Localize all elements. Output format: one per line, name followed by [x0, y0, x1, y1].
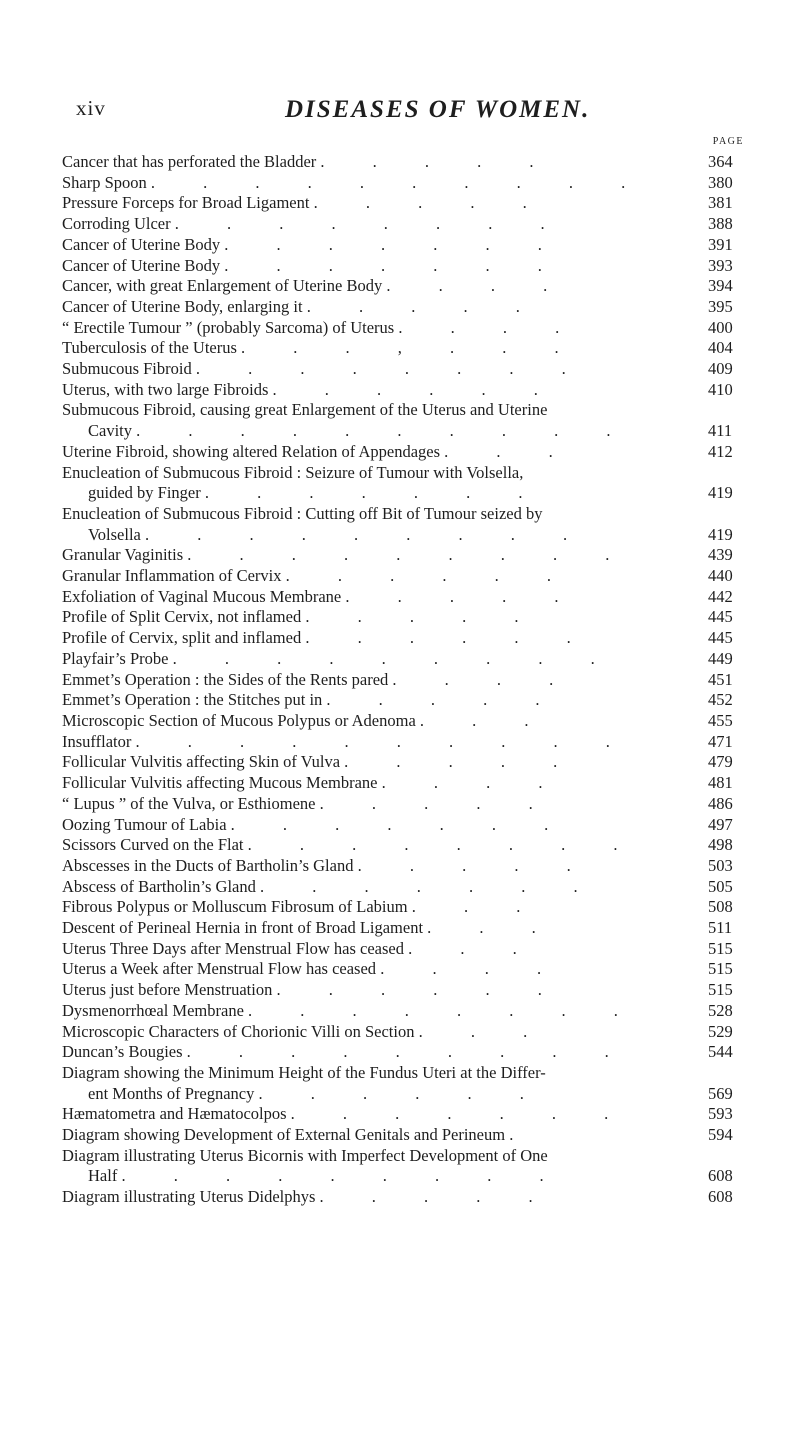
entry-page-number: 515	[708, 959, 733, 979]
entry-page-number: 515	[708, 980, 733, 1000]
list-item	[62, 587, 746, 608]
entry-page-number: 479	[708, 752, 733, 772]
entry-label	[62, 338, 746, 359]
dot-leader: . . . . . . . . . .	[136, 421, 633, 441]
entry-page-number: 505	[708, 876, 733, 896]
list-item	[62, 380, 746, 401]
dot-leader: . . .	[411, 897, 543, 917]
entry-label	[62, 732, 746, 753]
list-item	[62, 1001, 746, 1022]
dot-leader: . . .	[419, 710, 551, 730]
entry-page-number: 608	[708, 1187, 733, 1207]
entry-page-number: 529	[708, 1021, 733, 1041]
entry-page-number: 569	[708, 1083, 733, 1103]
dot-leader: . . . . . . .	[230, 814, 571, 834]
entry-page-number: 439	[708, 545, 733, 565]
entry-title: Insufflator	[62, 731, 132, 751]
dot-leader: . . . . . . . . .	[187, 545, 632, 565]
entry-title: Microscopic Section of Mucous Polypus or Adenoma	[62, 710, 416, 730]
dot-leader: . . . . . . . .	[174, 214, 567, 234]
entry-label	[62, 939, 746, 960]
entry-title: Profile of Cervix, split and inflamed	[62, 628, 302, 648]
entry-title: Diagram illustrating Uterus Didelphys	[62, 1187, 316, 1207]
dot-leader: . . . . . .	[272, 379, 560, 399]
entry-label	[62, 297, 746, 318]
list-item	[62, 338, 746, 359]
entry-page-number: 380	[708, 172, 733, 192]
dot-leader: . . . . .	[319, 793, 555, 813]
list-item	[62, 359, 746, 380]
entry-label	[62, 152, 746, 173]
entry-label	[62, 690, 746, 711]
entry-page-number: 409	[708, 359, 733, 379]
list-item	[62, 959, 746, 980]
entry-page-number: 404	[708, 338, 733, 358]
entry-title: Playfair’s Probe	[62, 648, 169, 668]
entry-label	[62, 359, 746, 380]
dot-leader: . . . . . . . .	[195, 359, 588, 379]
entry-page-number: 381	[708, 193, 733, 213]
entry-label	[62, 856, 746, 877]
list-item	[62, 607, 746, 628]
dot-leader: . . . .	[392, 669, 576, 689]
dot-leader: . . . . .	[306, 296, 542, 316]
list-item	[62, 235, 746, 256]
list-item	[62, 939, 746, 960]
list-item	[62, 649, 746, 670]
entry-label	[62, 980, 746, 1001]
entry-label	[62, 773, 746, 794]
entry-title: Granular Vaginitis	[62, 545, 184, 565]
dot-leader: . . . , . . .	[241, 338, 581, 358]
entry-page-number: 593	[708, 1104, 733, 1124]
dot-leader: . . .	[418, 1021, 550, 1041]
entry-title: Exfoliation of Vaginal Mucous Membrane	[62, 586, 342, 606]
entry-title: Profile of Split Cervix, not inflamed	[62, 607, 302, 627]
entry-page-number: 449	[708, 648, 733, 668]
entry-title: Cancer of Uterine Body, enlarging it	[62, 296, 303, 316]
dot-leader: . . . . .	[319, 1187, 555, 1207]
list-item	[62, 628, 746, 649]
list-item	[62, 711, 746, 732]
entry-title: Dysmenorrhœal Membrane	[62, 1000, 244, 1020]
entry-page-number: 508	[708, 897, 733, 917]
entry-title: Pressure Forceps for Broad Ligament	[62, 193, 310, 213]
dot-leader: . . . . .	[305, 607, 541, 627]
entry-title: Cancer that has perforated the Bladder	[62, 152, 317, 171]
entry-label	[62, 1146, 746, 1187]
entry-page-number: 391	[708, 234, 733, 254]
entry-label	[62, 835, 746, 856]
dot-leader: . . . . . . . .	[247, 835, 640, 855]
entry-label	[62, 1042, 746, 1063]
entry-label	[62, 1125, 746, 1146]
entry-label	[62, 173, 746, 194]
entry-label	[62, 587, 746, 608]
list-item	[62, 173, 746, 194]
entry-title-continued: Volsella	[88, 524, 141, 544]
list-item	[62, 318, 746, 339]
dot-leader: . . . . .	[357, 855, 593, 875]
dot-leader: . . . .	[398, 317, 582, 337]
entry-label	[62, 607, 746, 628]
list-item	[62, 463, 746, 504]
entry-label	[62, 276, 746, 297]
entry-title: Cancer, with great Enlargement of Uterine Body	[62, 276, 383, 296]
entry-title: Emmet’s Operation : the Stitches put in	[62, 690, 323, 710]
entry-label	[62, 442, 746, 463]
dot-leader: . . . . .	[345, 586, 581, 606]
entry-label	[62, 1063, 746, 1104]
entry-title-continued: guided by Finger	[88, 483, 201, 503]
entry-title: Oozing Tumour of Labia	[62, 814, 227, 834]
entry-page-number: 486	[708, 793, 733, 813]
entry-label	[62, 214, 746, 235]
entry-label	[62, 815, 746, 836]
list-item	[62, 1104, 746, 1125]
dot-leader: . . . . . . .	[259, 876, 600, 896]
entry-title: “ Lupus ” of the Vulva, or Esthiomene	[62, 793, 316, 813]
entry-label	[62, 1104, 746, 1125]
entry-label	[62, 380, 746, 401]
list-item	[62, 1063, 746, 1104]
entry-label	[62, 794, 746, 815]
entry-label	[62, 1001, 746, 1022]
entry-page-number: 511	[708, 918, 733, 938]
entry-title: Granular Inflammation of Cervix	[62, 566, 282, 586]
entry-page-number: 442	[708, 586, 733, 606]
list-item	[62, 752, 746, 773]
entry-label	[62, 400, 746, 441]
entry-title-continued: ent Months of Pregnancy	[88, 1083, 255, 1103]
entry-page-number: 497	[708, 814, 733, 834]
entry-page-number: 440	[708, 566, 733, 586]
list-item	[62, 877, 746, 898]
dot-leader: . . . . . .	[285, 566, 573, 586]
entry-page-number: 412	[708, 441, 733, 461]
dot-leader: . . . .	[380, 959, 564, 979]
list-item	[62, 794, 746, 815]
entry-title: Enucleation of Submucous Fibroid : Seizure of Tumour with Volsella,	[62, 462, 524, 482]
entry-label	[62, 711, 746, 732]
entry-page-number: 528	[708, 1000, 733, 1020]
entry-page-number: 410	[708, 379, 733, 399]
entry-title: Tuberculosis of the Uterus	[62, 338, 237, 358]
entry-title: Uterus a Week after Menstrual Flow has ceased	[62, 959, 377, 979]
entry-label	[62, 1022, 746, 1043]
list-item	[62, 980, 746, 1001]
entry-title: Emmet’s Operation : the Sides of the Rents pared	[62, 669, 389, 689]
entry-page-number: 394	[708, 276, 733, 296]
dot-leader: . . . . .	[313, 193, 549, 213]
entry-title: Uterus, with two large Fibroids	[62, 379, 269, 399]
entry-label	[62, 566, 746, 587]
dot-leader: . . . . . . . . . .	[135, 731, 632, 751]
list-item	[62, 1022, 746, 1043]
entry-title: Hæmatometra and Hæmatocolpos	[62, 1104, 287, 1124]
page-folio: xiv	[76, 96, 106, 120]
dot-leader: . . . . . . . . .	[121, 1166, 566, 1186]
list-item	[62, 773, 746, 794]
entry-label	[62, 463, 746, 504]
entry-title: Corroding Ulcer	[62, 214, 171, 234]
entry-page-number: 388	[708, 214, 733, 234]
dot-leader: . . . . .	[326, 690, 562, 710]
list-item	[62, 400, 746, 441]
entry-label	[62, 235, 746, 256]
entry-page-number: 419	[708, 524, 733, 544]
entry-title: Diagram showing Development of External Genitals and Perineum	[62, 1125, 506, 1145]
entry-title: Duncan’s Bougies	[62, 1042, 183, 1062]
entry-page-number: 400	[708, 317, 733, 337]
entry-page-number: 411	[708, 421, 733, 441]
entry-title: Sharp Spoon	[62, 172, 147, 192]
dot-leader: . . . . . . . . . .	[150, 172, 648, 192]
list-item	[62, 1187, 746, 1208]
dot-leader: . . . . . . .	[224, 234, 564, 254]
entry-page-number: 594	[708, 1125, 733, 1145]
entry-title: Cancer of Uterine Body	[62, 234, 221, 254]
entry-page-number: 471	[708, 731, 733, 751]
entry-title: “ Erectile Tumour ” (probably Sarcoma) of Uterus	[62, 317, 395, 337]
entry-title: Fibrous Polypus or Molluscum Fibrosum of Labium	[62, 897, 408, 917]
list-item	[62, 152, 746, 173]
entry-title: Abscesses in the Ducts of Bartholin’s Gland	[62, 855, 354, 875]
entry-title: Follicular Vulvitis affecting Skin of Vulva	[62, 752, 341, 772]
list-item	[62, 835, 746, 856]
dot-leader: . . . . . .	[305, 628, 593, 648]
list-item	[62, 815, 746, 836]
entry-page-number: 395	[708, 296, 733, 316]
entry-title: Uterus Three Days after Menstrual Flow has ceased	[62, 938, 404, 958]
dot-leader: . . . . . . . .	[248, 1000, 640, 1020]
dot-leader: . . . . . . .	[290, 1104, 631, 1124]
list-item	[62, 897, 746, 918]
entry-page-number: 455	[708, 710, 733, 730]
dot-leader: . . .	[408, 938, 539, 958]
list-item	[62, 1146, 746, 1187]
entry-label	[62, 918, 746, 939]
list-item	[62, 442, 746, 463]
entry-title: Descent of Perineal Hernia in front of Broad Ligament	[62, 918, 424, 938]
entry-title: Submucous Fibroid	[62, 359, 192, 379]
entry-page-number: 498	[708, 835, 733, 855]
entry-label	[62, 649, 746, 670]
entry-title: Diagram showing the Minimum Height of the Fundus Uteri at the Differ-	[62, 1062, 546, 1082]
entry-title: Microscopic Characters of Chorionic Villi on Section	[62, 1021, 415, 1041]
entry-page-number: 451	[708, 669, 733, 689]
entry-title: Cancer of Uterine Body	[62, 255, 221, 275]
entry-page-number: 445	[708, 628, 733, 648]
list-item	[62, 856, 746, 877]
list-item	[62, 545, 746, 566]
list-item	[62, 193, 746, 214]
entry-title: Uterine Fibroid, showing altered Relation of Appendages	[62, 441, 441, 461]
list-item	[62, 1125, 746, 1146]
entry-label	[62, 545, 746, 566]
entry-page-number: 608	[708, 1166, 733, 1186]
dot-leader: . . . . . .	[276, 980, 564, 1000]
entry-label	[62, 318, 746, 339]
entry-page-number: 393	[708, 255, 733, 275]
entry-label	[62, 256, 746, 277]
entry-label	[62, 504, 746, 545]
page-column-heading: PAGE	[712, 136, 744, 147]
list-item	[62, 1042, 746, 1063]
entry-title: Uterus just before Menstruation	[62, 980, 273, 1000]
list-item	[62, 214, 746, 235]
entry-title: Abscess of Bartholin’s Gland	[62, 876, 256, 896]
running-head	[0, 96, 800, 126]
dot-leader: .	[509, 1125, 536, 1145]
entry-page-number: 445	[708, 607, 733, 627]
entry-page-number: 515	[708, 938, 733, 958]
entry-label	[62, 193, 746, 214]
entry-label	[62, 628, 746, 649]
entry-page-number: 364	[708, 152, 733, 171]
dot-leader: . . . . . . . . .	[145, 524, 590, 544]
entry-label	[62, 670, 746, 691]
entry-title: Submucous Fibroid, causing great Enlargement of the Uterus and Uterine	[62, 400, 548, 420]
list-item	[62, 297, 746, 318]
entry-title: Diagram illustrating Uterus Bicornis with Imperfect Development of One	[62, 1145, 548, 1165]
entry-page-number: 544	[708, 1042, 733, 1062]
dot-leader: . . . . .	[320, 152, 556, 171]
list-item	[62, 276, 746, 297]
illustration-list	[62, 152, 746, 1208]
dot-leader: . . . . . . . . .	[186, 1042, 631, 1062]
list-item	[62, 690, 746, 711]
entry-page-number: 452	[708, 690, 733, 710]
entry-label	[62, 1187, 746, 1208]
dot-leader: . . . . . . .	[204, 483, 545, 503]
list-item	[62, 918, 746, 939]
dot-leader: . . .	[427, 918, 558, 938]
dot-leader: . . . . .	[344, 752, 580, 772]
list-item	[62, 504, 746, 545]
entry-label	[62, 959, 746, 980]
dot-leader: . . . . . . . . .	[172, 648, 617, 668]
list-item	[62, 732, 746, 753]
list-item	[62, 566, 746, 587]
dot-leader: . . . .	[386, 276, 570, 296]
dot-leader: . . . . . .	[258, 1083, 546, 1103]
list-item	[62, 256, 746, 277]
dot-leader: . . . . . . .	[224, 255, 564, 275]
entry-page-number: 419	[708, 483, 733, 503]
entry-page-number: 481	[708, 773, 733, 793]
entry-title: Follicular Vulvitis affecting Mucous Membrane	[62, 773, 378, 793]
entry-title-continued: Cavity	[88, 421, 132, 441]
dot-leader: . . .	[444, 441, 575, 461]
running-title: DISEASES OF WOMEN.	[285, 96, 591, 123]
list-item	[62, 670, 746, 691]
entry-label	[62, 752, 746, 773]
entry-title: Enucleation of Submucous Fibroid : Cutting off Bit of Tumour seized by	[62, 503, 543, 523]
entry-page-number: 503	[708, 855, 733, 875]
entry-label	[62, 877, 746, 898]
dot-leader: . . . .	[381, 773, 565, 793]
entry-title: Scissors Curved on the Flat	[62, 835, 244, 855]
entry-label	[62, 897, 746, 918]
entry-title-continued: Half	[88, 1166, 118, 1186]
